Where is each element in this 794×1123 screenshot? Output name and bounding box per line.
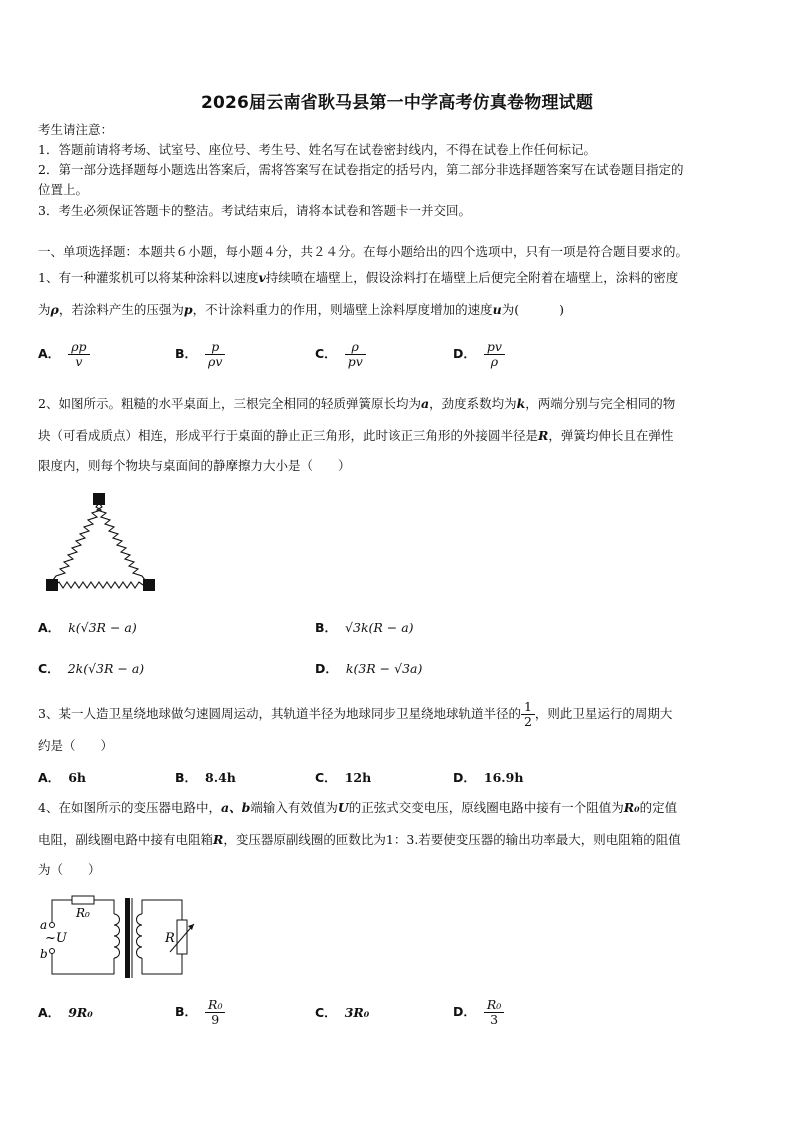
q1-option-c[interactable]: C． $\frac{\rho}{pv}$ bbox=[315, 340, 366, 369]
notice-heading: 考生请注意： bbox=[38, 122, 114, 137]
block-right bbox=[143, 579, 155, 591]
q1-option-d[interactable]: D． $\frac{pv}{\rho}$ bbox=[453, 340, 505, 369]
q4-stem-line1: 4、在如图所示的变压器电路中，a、b端输入有效值为U的正弦式交变电压，原线圈电路中接有一个阻值为R₀的定值 bbox=[38, 800, 678, 815]
transformer-core bbox=[125, 898, 130, 978]
q4-option-d[interactable]: D． $\frac{\text{R₀}}{3}$ bbox=[453, 998, 504, 1027]
notice-item-1: 1．答题前请将考场、试室号、座位号、考生号、姓名写在试卷密封线内，不得在试卷上作任何标记。 bbox=[38, 142, 596, 157]
q4-option-b[interactable]: B． $\frac{\text{R₀}}{9}$ bbox=[175, 998, 225, 1027]
terminal-a bbox=[50, 923, 55, 928]
q1-option-a[interactable]: A． $\frac{\rho p}{v}$ bbox=[38, 340, 90, 369]
terminal-b-label: b bbox=[40, 947, 48, 961]
q3-option-a[interactable]: A． 6h bbox=[38, 770, 86, 785]
spring-triangle-figure bbox=[42, 490, 162, 595]
q4-option-a[interactable]: A． 9R₀ bbox=[38, 1005, 93, 1020]
spring-right bbox=[97, 503, 145, 580]
resistor-r0 bbox=[72, 896, 94, 904]
r0-label: R₀ bbox=[76, 906, 90, 920]
transformer-circuit-figure bbox=[38, 892, 198, 982]
q2-option-c[interactable]: C． 2k(√3R − a) bbox=[38, 661, 145, 676]
q2-stem-line3: 限度内，则每个物块与桌面间的静摩擦力大小是（ ） bbox=[38, 458, 351, 473]
block-left bbox=[46, 579, 58, 591]
q3-stem-line1: 3、某一人造卫星绕地球做匀速圆周运动，其轨道半径为地球同步卫星绕地球轨道半径的 $\frac{1}{2}$ ，则此卫星运行的周期大 bbox=[38, 699, 673, 729]
resistor-box-r bbox=[177, 920, 187, 954]
q3-stem-line2: 约是（ ） bbox=[38, 738, 114, 753]
secondary-wire bbox=[142, 900, 182, 974]
r-label: R bbox=[165, 931, 175, 946]
q4-option-c[interactable]: C． 3R₀ bbox=[315, 1005, 370, 1020]
notice-item-2-cont: 位置上。 bbox=[38, 182, 89, 197]
q1-stem-line1: 1、有一种灌浆机可以将某种涂料以速度v持续喷在墙壁上，假设涂料打在墙壁上后便完全附着在墙壁上，涂料的密度 bbox=[38, 270, 679, 285]
terminal-b bbox=[50, 949, 55, 954]
block-top bbox=[93, 493, 105, 505]
q2-option-b[interactable]: B． √3k(R − a) bbox=[315, 620, 414, 635]
spring-left bbox=[53, 503, 101, 580]
terminal-a-label: a bbox=[40, 918, 48, 932]
q2-option-a[interactable]: A． k(√3R − a) bbox=[38, 620, 137, 635]
q2-stem-line1: 2、如图所示。粗糙的水平桌面上，三根完全相同的轻质弹簧原长均为a，劲度系数均为k，两端分别与完全相同的物 bbox=[38, 396, 676, 411]
q3-option-c[interactable]: C． 12h bbox=[315, 770, 372, 785]
q2-stem-line2: 块（可看成质点）相连，形成平行于桌面的静止正三角形，此时该正三角形的外接圆半径是R，弹簧均伸长且在弹性 bbox=[38, 428, 674, 443]
primary-coil bbox=[114, 914, 120, 958]
q1-option-b[interactable]: B． $\frac{p}{\rho v}$ bbox=[175, 340, 225, 369]
section-heading: 一、单项选择题：本题共６小题，每小题４分，共２４分。在每小题给出的四个选项中，只有一项是符合题目要求的。 bbox=[38, 244, 689, 259]
page-title: 2026届云南省耿马县第一中学高考仿真卷物理试题 bbox=[200, 93, 594, 113]
source-u-label: ~U bbox=[45, 931, 67, 946]
q2-option-d[interactable]: D． k(3R − √3a) bbox=[315, 661, 423, 676]
q1-stem-line2: 为ρ，若涂料产生的压强为p，不计涂料重力的作用，则墙壁上涂料厚度增加的速度u为( ) bbox=[38, 302, 564, 317]
q3-option-b[interactable]: B． 8.4h bbox=[175, 770, 236, 785]
q4-stem-line3: 为（ ） bbox=[38, 862, 101, 877]
notice-item-2: 2．第一部分选择题每小题选出答案后，需将答案写在试卷指定的括号内，第二部分非选择题答案写在试卷题目指定的 bbox=[38, 162, 684, 177]
secondary-coil bbox=[137, 914, 143, 958]
q3-option-d[interactable]: D． 16.9h bbox=[453, 770, 524, 785]
q4-stem-line2: 电阻，副线圈电路中接有电阻箱R，变压器原副线圈的匝数比为1：3.若要使变压器的输出功率最大，则电阻箱的阻值 bbox=[38, 832, 681, 847]
spring-bottom bbox=[55, 582, 143, 588]
notice-item-3: 3．考生必须保证答题卡的整洁。考试结束后，请将本试卷和答题卡一并交回。 bbox=[38, 203, 471, 218]
